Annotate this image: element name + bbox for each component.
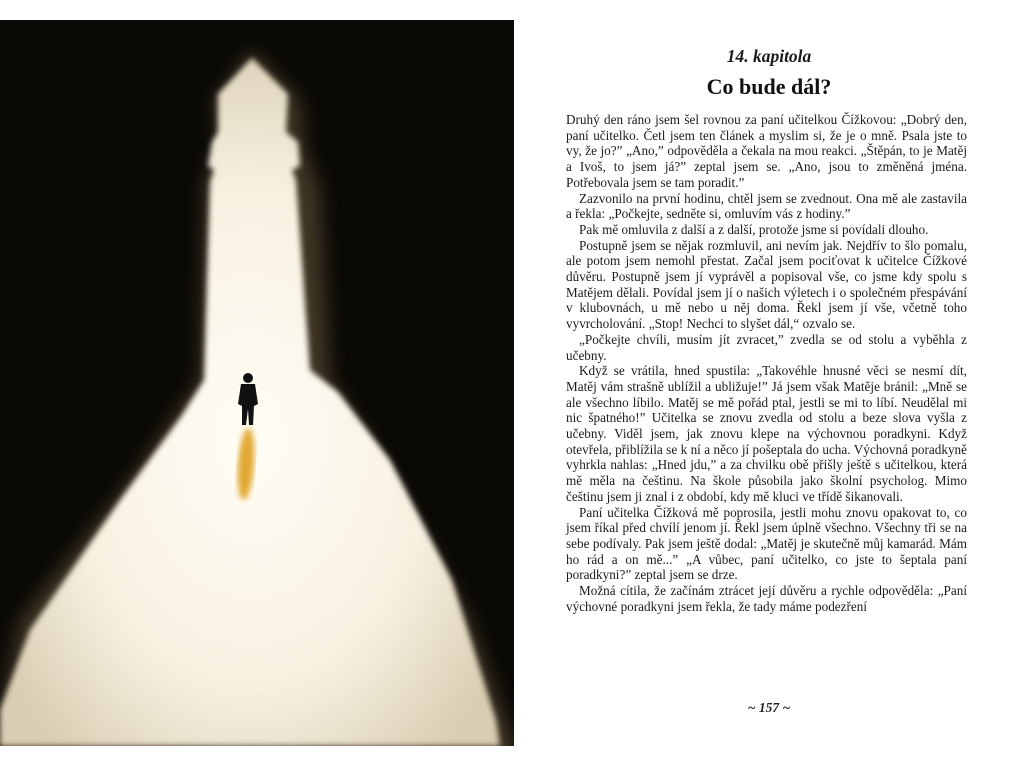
chapter-title: Co bude dál?: [706, 74, 832, 99]
paragraph: Postupně jsem se nějak rozmluvil, ani nevím jak. Nejdřív to šlo pomalu, ale potom jsem nemohl přestat. Začal jsem pociťovat k učitelce Čížkové důvěru. Postupně jsem jí vyprávěl a popisoval vše, co jsme kdy spolu s Matějem dělali. Povídal jsem jí o našich výletech i o společném přespávání v klubovnách, u mě nebo u něj doma. Řekl jsem jí vše, včetně toho vyvrcholování. „Stop! Nechci to slyšet dál,“ ozvalo se.: [566, 237, 967, 332]
body-text: [566, 112, 967, 615]
text-page: [514, 20, 1024, 746]
illustration: [0, 20, 514, 746]
paragraph: Možná cítila, že začínám ztrácet její důvěru a rychle odpověděla: „Paní výchovné poradkyni jsem řekla, že tady máme podezření: [566, 583, 967, 614]
chapter-number: 14. kapitola: [726, 46, 812, 66]
paragraph: Paní učitelka Čížková mě poprosila, jestli mohu znovu opakovat to, co jsem říkal před chvílí jenom jí. Řekl jsem úplně všechno. Všechny tři se na sebe podívaly. Pak jsem ještě dodal: „Matěj je skutečně můj kamarád. Mám ho rád a on mě...” „A vůbec, paní učitelko, co jste to šeptala paní poradkyni?” zeptal jsem se drze.: [566, 504, 967, 583]
paragraph: Když se vrátila, hned spustila: „Takovéhle hnusné věci se nesmí dít, Matěj vám strašně ublížil a ubližuje!” Já jsem však Matěje bránil: „Mně se ale všechno líbilo. Matěj se mě pořád ptal, jestli se mi to líbí. Neudělal mi nic špatného!” Učitelka se znovu zvedla od stolu a beze slova vyšla z učebny. Viděl jsem, jak znovu klepe na výchovnou poradkyni. Když otevřela, přiblížila se k ní a něco jí pošeptala do ucha. Výchovná poradkyně vyhrkla nahlas: „Hned jdu,” a za chvilku obě přišly ještě s učitelkou, která mě měla na češtinu. Na škole působila jako školní psycholog. Mimo češtinu jsem ji znal i z období, kdy mě kluci ve třídě šikanovali.: [566, 363, 967, 504]
page-number: ~ 157 ~: [747, 700, 791, 715]
paragraph: Pak mě omluvila z další a z další, protože jsme si povídali dlouho.: [579, 221, 929, 237]
paragraph: „Počkejte chvíli, musím jít zvracet,” zvedla se od stolu a vyběhla z učebny.: [566, 331, 967, 363]
paragraph: Druhý den ráno jsem šel rovnou za paní učitelkou Čížkovou: „Dobrý den, paní učitelko. Četl jsem ten článek a myslim si, že je o mně. Psala jste to vy, že jo?” „Ano,” odpověděla a čekala na mou reakci. „Štěpán, to je Matěj a Ivoš, to jsem já?” zeptal jsem se. „Ano, jsou to změněná jména. Potřebovala jsem se tam poradit.”: [566, 112, 967, 190]
paragraph: Zazvonilo na první hodinu, chtěl jsem se zvednout. Ona mě ale zastavila a řekla: „Počkejte, sedněte si, omluvím vás z hodiny.”: [566, 190, 967, 222]
